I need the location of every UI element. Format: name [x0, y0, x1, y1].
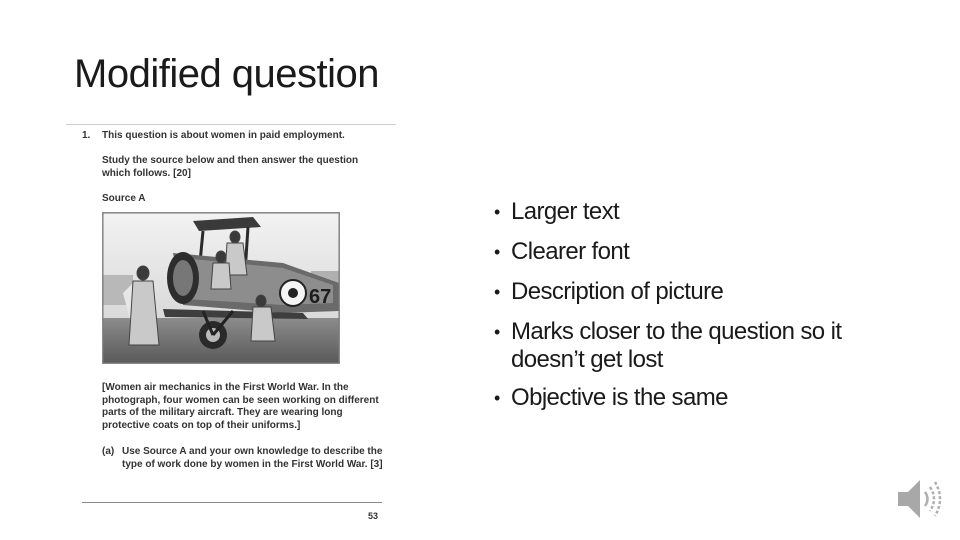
bullet-item [494, 278, 914, 306]
bullet-list [494, 198, 914, 424]
question-number: 1. [82, 130, 91, 141]
question-instruction: Study the source below and then answer the question which follows. [20] [102, 155, 359, 179]
bullet-text: Larger text [511, 198, 620, 225]
source-label: Source A [102, 193, 146, 204]
source-photo [102, 212, 340, 364]
speaker-icon[interactable] [894, 474, 944, 524]
bullet-dot: • [494, 388, 500, 408]
part-label: (a) [102, 446, 115, 457]
top-rule [66, 124, 396, 125]
bullet-text: Description of picture [511, 278, 724, 305]
bullet-dot: • [494, 322, 500, 342]
page-number: 53 [368, 511, 379, 521]
bullet-dot: • [494, 242, 500, 262]
bullet-text: Marks closer to the question so it doesn’t get lost [511, 318, 842, 373]
bullet-dot: • [494, 282, 500, 302]
bullet-item [494, 318, 914, 374]
slide-title: Modified question [74, 52, 380, 96]
bullet-text: Objective is the same [511, 384, 728, 411]
part-question: Use Source A and your own knowledge to describe the type of work done by women in the First World War. [3] [122, 446, 383, 470]
bottom-rule [82, 502, 382, 503]
aircraft-photo-illustration [103, 213, 339, 363]
exam-page-image [66, 120, 398, 530]
aircraft-number: 67 [309, 286, 332, 308]
bullet-item [494, 238, 914, 266]
question-intro: This question is about women in paid employment. [102, 130, 345, 141]
bullet-item [494, 384, 914, 412]
bullet-text: Clearer font [511, 238, 630, 265]
bullet-dot: • [494, 202, 500, 222]
photo-caption: [Women air mechanics in the First World War. In the photograph, four women can be seen working on different parts of the military aircraft. They are wearing long protective coats on top of their uniforms.] [102, 382, 379, 431]
bullet-item [494, 198, 914, 226]
